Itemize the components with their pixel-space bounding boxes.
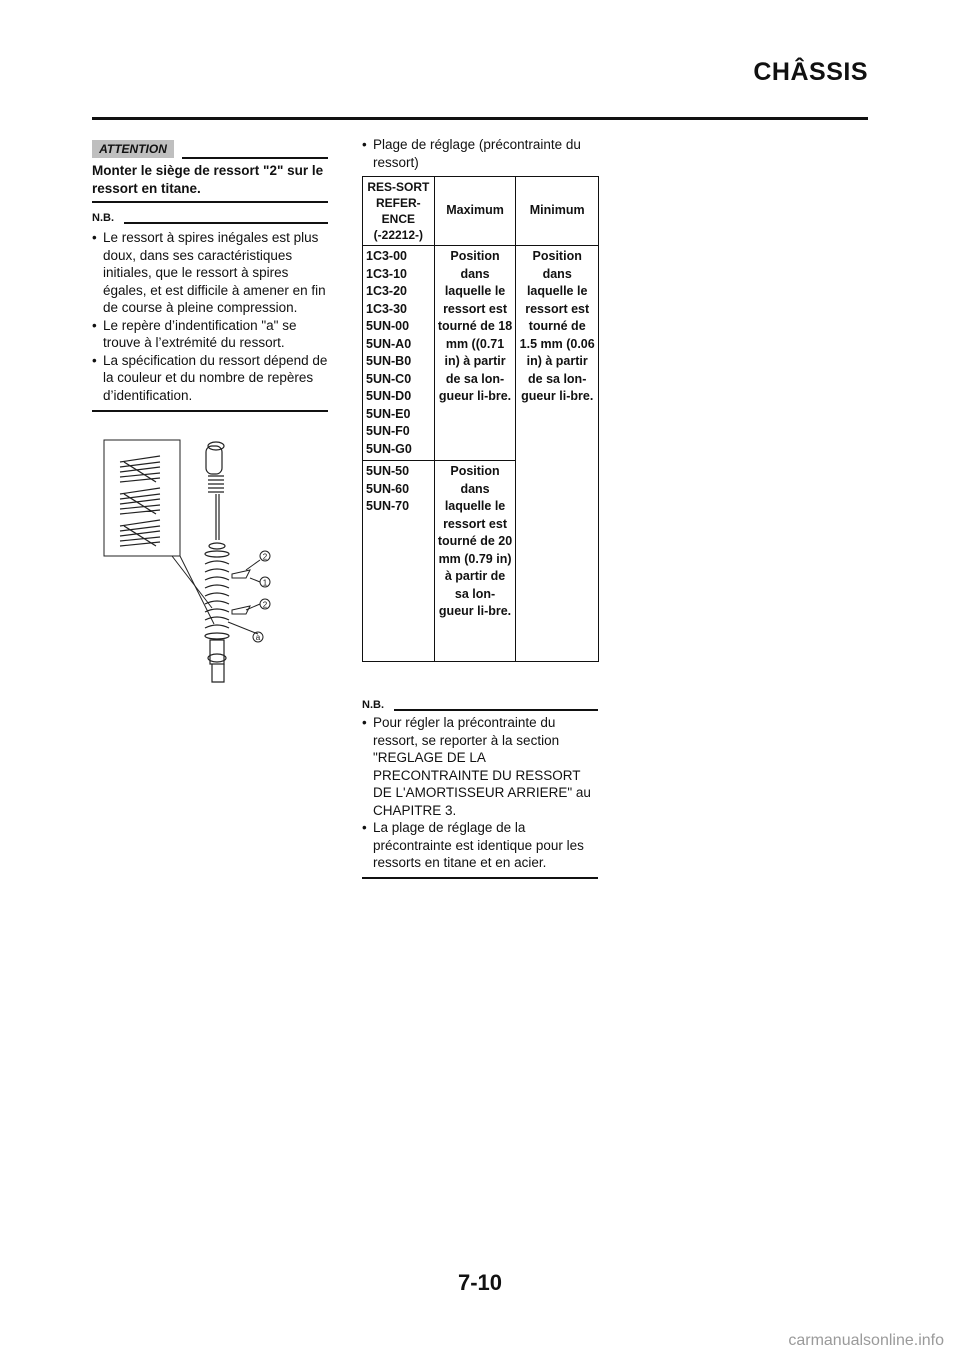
page-number: 7-10 — [457, 1270, 503, 1295]
range-intro: • Plage de réglage (précontrainte du ressort) — [362, 136, 602, 171]
reference-cell: 1C3-00 1C3-10 1C3-20 1C3-30 5UN-00 5UN-A0 5UN-B0 5UN-C0 5UN-D0 5UN-E0 5UN-F0 5UN-G0 — [363, 246, 435, 461]
note-end-rule-left — [92, 410, 328, 412]
callout-label: 2 — [262, 552, 268, 562]
col-header-minimum: Minimum — [516, 177, 599, 246]
shock-spring-illustration — [100, 432, 290, 694]
maximum-cell: Position dans laquelle le ressort est tourné de 20 mm (0.79 in) à partir de sa lon-gueur li-bre. — [434, 461, 516, 662]
note-line-right — [394, 709, 598, 711]
shock-absorber — [205, 442, 229, 682]
watermark: carmanualsonline.info — [788, 1332, 944, 1349]
note-end-rule-right — [362, 877, 598, 879]
note-item: • Le repère d’indentification "a" se trouve à l’extrémité du ressort. — [92, 317, 330, 352]
col-header-reference: RES-SORT REFER-ENCE (-22212-) — [363, 177, 435, 246]
maximum-cell: Position dans laquelle le ressort est tourné de 18 mm ((0.71 in) à partir de sa lon-gueur li-bre. — [434, 246, 516, 461]
range-intro-list — [362, 136, 602, 171]
note-label-left: N.B. — [92, 212, 114, 224]
page-section-title: CHÂSSIS — [753, 58, 868, 86]
spring-spec-table — [362, 176, 599, 662]
caution-badge: ATTENTION — [92, 140, 174, 158]
table-row — [363, 246, 599, 461]
callout-label: 1 — [262, 578, 268, 588]
spring-types-group — [120, 456, 160, 546]
caution-rule — [92, 201, 328, 203]
header-rule — [92, 117, 868, 120]
col-header-maximum: Maximum — [434, 177, 516, 246]
note-item: • La spécification du ressort dépend de la couleur et du nombre de repères d’identification. — [92, 352, 330, 405]
note-list-left — [92, 229, 330, 404]
note-label-right: N.B. — [362, 699, 384, 711]
caution-text: Monter le siège de ressort "2" sur le ressort en titane. — [92, 163, 324, 196]
note-list-right — [362, 714, 602, 872]
minimum-cell: Position dans laquelle le ressort est tourné de 1.5 mm (0.06 in) à partir de sa lon-gueur li-bre. — [516, 246, 599, 662]
callout-label: 2 — [262, 600, 268, 610]
table-header-row — [363, 177, 599, 246]
note-item: • Le ressort à spires inégales est plus doux, dans ses caractéristiques initiales, que le ressort à spires égales, et est difficile à amener en fin de course à pleine compression. — [92, 229, 330, 317]
note-item: • La plage de réglage de la précontrainte est identique pour les ressorts en titane et en acier. — [362, 819, 602, 872]
callout-label: a — [255, 633, 261, 642]
note-item: • Pour régler la précontrainte du ressort, se reporter à la section "REGLAGE DE LA PRECONTRAINTE DU RESSORT DE L'AMORTISSEUR ARRIERE" au CHAPITRE 3. — [362, 714, 602, 819]
caution-line — [182, 157, 328, 159]
reference-cell: 5UN-50 5UN-60 5UN-70 — [363, 461, 435, 662]
note-line-left — [124, 222, 328, 224]
